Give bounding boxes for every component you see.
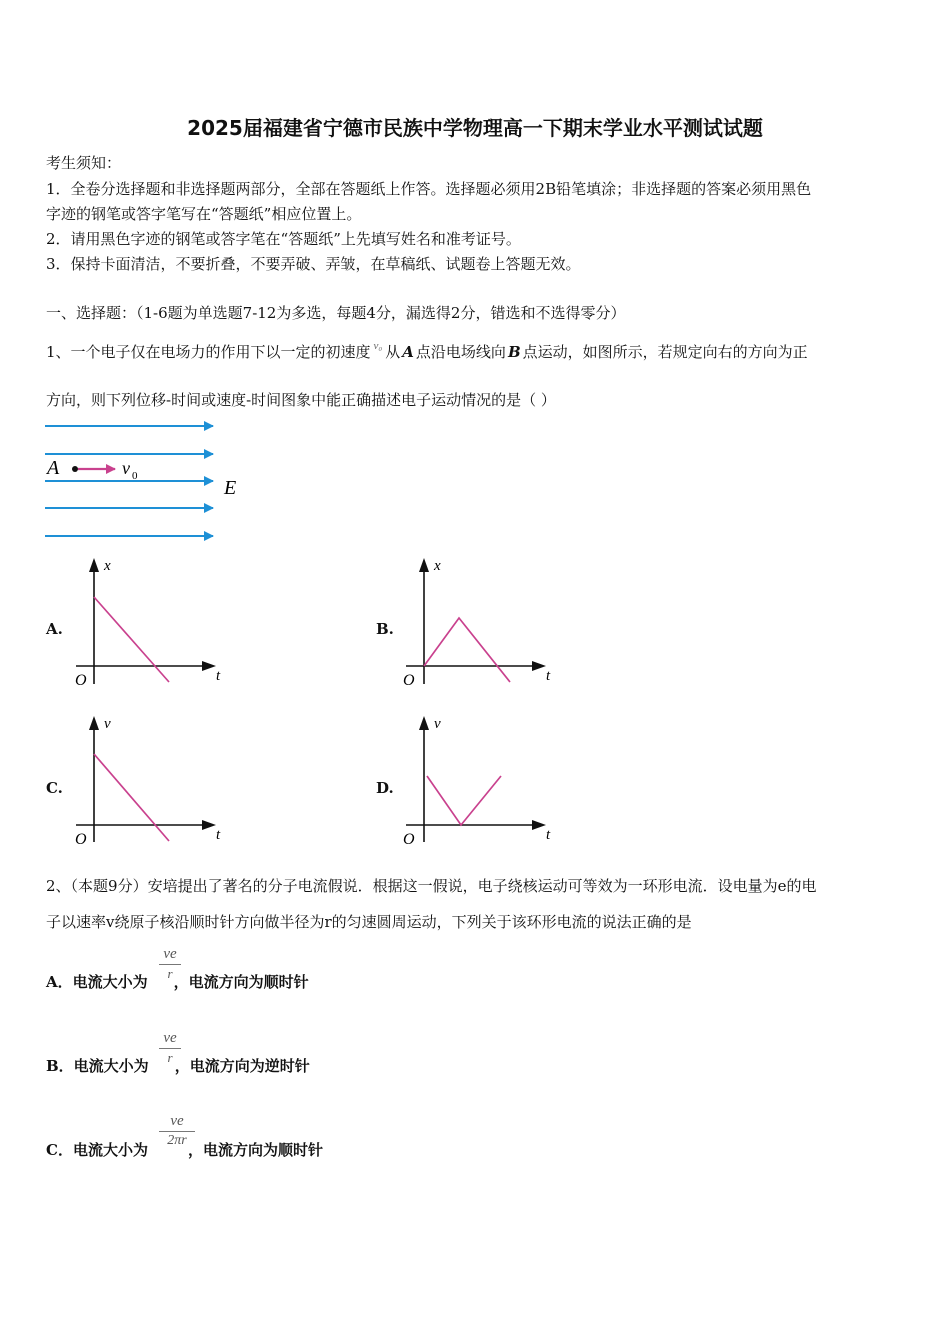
option-d-letter: D. <box>376 779 394 797</box>
option-prefix: C．电流大小为 <box>46 1141 148 1159</box>
fraction-denominator: r <box>167 1050 173 1065</box>
electron-dot <box>72 466 78 472</box>
y-axis-arrowhead <box>419 558 429 572</box>
fraction-numerator: ve <box>170 1113 184 1129</box>
graph-line <box>94 597 169 682</box>
y-axis-arrowhead <box>89 716 99 730</box>
origin-label: O <box>403 831 415 848</box>
option-suffix: ，电流方向为顺时针 <box>173 973 309 991</box>
origin-label: O <box>75 672 87 689</box>
q1-text-pre: 1、一个电子仅在电场力的作用下以一定的初速度 <box>46 343 371 361</box>
y-axis-arrowhead <box>419 716 429 730</box>
fraction-denominator: 2πr <box>167 1133 187 1148</box>
notice-item: 字迹的钢笔或答字笔写在“答题纸”相应位置上。 <box>46 205 362 223</box>
option-c-letter: C. <box>46 779 63 797</box>
graph-option-c <box>70 710 240 850</box>
origin-label: O <box>75 831 87 848</box>
notice-heading: 考生须知： <box>46 154 122 172</box>
option-b-letter: B. <box>376 620 394 638</box>
q1-text-post: 点运动，如图所示，若规定向右的方向为正 <box>522 343 808 361</box>
x-axis-arrowhead <box>202 661 216 671</box>
x-axis-arrowhead <box>532 661 546 671</box>
field-e-label: E <box>224 477 237 499</box>
x-axis-label: t <box>216 668 221 684</box>
v0-symbol: v₀ <box>373 340 383 352</box>
option-suffix: ，电流方向为顺时针 <box>187 1141 323 1159</box>
graph-line <box>424 618 510 682</box>
question-1-line-2: 方向，则下列位移-时间或速度-时间图象中能正确描述电子运动情况的是（ ） <box>46 391 556 409</box>
y-axis-label: x <box>434 558 441 574</box>
graph-option-b <box>400 552 570 692</box>
question-2-line-2: 子以速率v绕原子核沿顺时针方向做半径为r的匀速圆周运动，下列关于该环形电流的说法正确的是 <box>46 913 692 931</box>
y-axis-label: v <box>104 716 111 732</box>
graph-line <box>94 754 169 841</box>
fraction-numerator: ve <box>163 946 177 962</box>
q1-text-mid: 点沿电场线向 <box>415 343 506 361</box>
y-axis-label: v <box>434 716 441 732</box>
page-title: 2025届福建省宁德市民族中学物理高一下期末学业水平测试试题 <box>187 116 763 140</box>
fraction-c <box>159 1113 195 1149</box>
electric-field-figure <box>40 414 260 549</box>
x-axis-label: t <box>216 827 221 843</box>
graph-option-a <box>70 552 240 692</box>
x-axis-label: t <box>546 668 551 684</box>
notice-item: 1．全卷分选择题和非选择题两部分，全部在答题纸上作答。选择题必须用2B铅笔填涂；非选择题的答案必须用黑色 <box>46 180 812 198</box>
graph-option-d <box>400 710 570 850</box>
fraction-numerator: ve <box>163 1030 177 1046</box>
graph-line <box>427 776 501 825</box>
point-a-label: A <box>402 343 414 361</box>
q1-text-from: 从 <box>385 343 401 361</box>
section-heading: 一、选择题：（1-6题为单选题7-12为多选，每题4分，漏选得2分，错选和不选得零分） <box>46 304 626 322</box>
question-1-line-1 <box>46 340 808 362</box>
option-prefix: B．电流大小为 <box>46 1057 149 1075</box>
x-axis-arrowhead <box>532 820 546 830</box>
y-axis-label: x <box>104 558 111 574</box>
fraction-b <box>159 1030 181 1066</box>
point-a-label: A <box>47 457 60 479</box>
notice-item: 3．保持卡面清洁，不要折叠，不要弄破、弄皱，在草稿纸、试题卷上答题无效。 <box>46 255 581 273</box>
velocity-subscript: 0 <box>132 470 138 482</box>
notice-item: 2．请用黑色字迹的钢笔或答字笔在“答题纸”上先填写姓名和准考证号。 <box>46 230 521 248</box>
origin-label: O <box>403 672 415 689</box>
option-suffix: ，电流方向为逆时针 <box>174 1057 310 1075</box>
option-a-letter: A. <box>46 620 63 638</box>
question-2-line-1: 2、（本题9分）安培提出了著名的分子电流假说．根据这一假说，电子绕核运动可等效为一环形电流．设电量为e的电 <box>46 877 817 895</box>
x-axis-label: t <box>546 827 551 843</box>
y-axis-arrowhead <box>89 558 99 572</box>
fraction-denominator: r <box>167 966 173 981</box>
point-b-label: B <box>507 343 521 361</box>
option-prefix: A．电流大小为 <box>46 973 148 991</box>
x-axis-arrowhead <box>202 820 216 830</box>
fraction-a <box>159 946 181 982</box>
velocity-label: v <box>122 458 130 478</box>
